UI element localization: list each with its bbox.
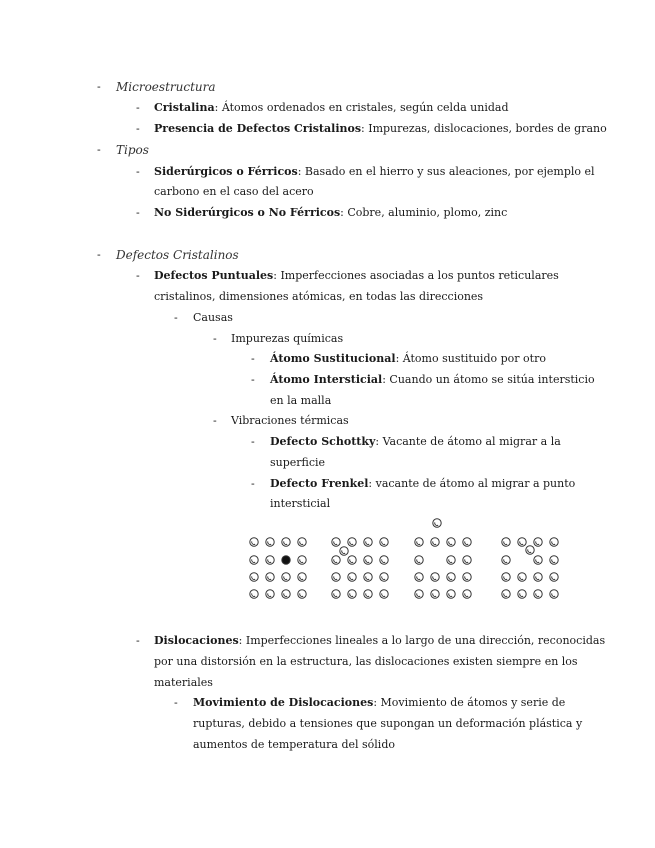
lattice-atom	[518, 538, 526, 546]
lattice-atom	[250, 573, 258, 581]
lattice-atom	[266, 538, 274, 546]
lattice-atom	[463, 556, 471, 564]
term-frenkel: Defecto Frenkel	[270, 477, 369, 490]
lattice-atom	[250, 556, 258, 564]
lattice-atom	[266, 590, 274, 598]
bullet-dash: -	[136, 165, 140, 178]
lattice-atom	[282, 538, 290, 546]
lattice-atom	[364, 538, 372, 546]
bullet-dash: -	[136, 122, 140, 135]
lattice-atom	[415, 538, 423, 546]
desc-sustitucional: : Átomo sustituido por otro	[395, 352, 546, 365]
lattice-atom	[250, 538, 258, 546]
lattice-atom	[380, 590, 388, 598]
heading-defectos-cristalinos: Defectos Cristalinos	[116, 248, 239, 262]
lattice-atom	[534, 590, 542, 598]
lattice-atom	[332, 538, 340, 546]
term-siderurgicos: Siderúrgicos o Férricos	[154, 165, 298, 178]
lattice-atom	[298, 590, 306, 598]
bullet-dash: -	[251, 352, 255, 365]
lattice-atom	[364, 590, 372, 598]
lattice-atom	[332, 573, 340, 581]
frenkel-interstitial-atom	[526, 546, 534, 554]
bullet-dash: -	[136, 101, 140, 114]
desc-presencia: : Impurezas, dislocaciones, bordes de grano	[361, 122, 607, 135]
term-sustitucional: Átomo Sustitucional	[270, 352, 396, 365]
lattice-atom	[534, 556, 542, 564]
lattice-atom	[266, 556, 274, 564]
lattice-atom	[332, 556, 340, 564]
bullet-dash: -	[136, 206, 140, 219]
bullet-dash: -	[213, 332, 217, 345]
lattice-atom	[282, 573, 290, 581]
lattice-atom	[502, 590, 510, 598]
lattice-atom	[364, 573, 372, 581]
bullet-dash: -	[174, 696, 178, 709]
lattice-atom	[380, 573, 388, 581]
lattice-atom	[364, 556, 372, 564]
cont-schottky: superficie	[270, 456, 326, 469]
lattice-atom	[348, 573, 356, 581]
lattice-atom	[447, 590, 455, 598]
substitutional-atom	[282, 556, 290, 564]
lattice-atom	[431, 590, 439, 598]
desc-no-siderurgicos: : Cobre, aluminio, plomo, zinc	[340, 206, 508, 219]
lattice-atom	[534, 573, 542, 581]
bullet-dash: -	[97, 248, 101, 261]
cont-dislocaciones-1: por una distorsión en la estructura, las dislocaciones existen siempre en los	[154, 655, 578, 668]
term-cristalina: Cristalina	[154, 101, 215, 114]
lattice-atom	[298, 556, 306, 564]
term-presencia: Presencia de Defectos Cristalinos	[154, 122, 362, 135]
bullet-dash: -	[251, 435, 255, 448]
item-dislocaciones	[154, 634, 605, 648]
cont-frenkel: intersticial	[270, 497, 331, 510]
heading-tipos: Tipos	[116, 143, 149, 157]
lattice-atom	[518, 590, 526, 598]
lattice-atom	[348, 556, 356, 564]
lattice-atom	[447, 573, 455, 581]
term-puntuales: Defectos Puntuales	[154, 269, 274, 282]
lattice-atom	[502, 573, 510, 581]
lattice-atom	[518, 573, 526, 581]
bullet-dash: -	[97, 143, 101, 156]
item-movimiento-dislocaciones	[193, 696, 565, 710]
cont-puntuales: cristalinos, dimensiones atómicas, en todas las direcciones	[154, 290, 484, 303]
cont-siderurgicos: carbono en el caso del acero	[154, 185, 314, 198]
lattice-atom	[463, 573, 471, 581]
bullet-dash: -	[251, 477, 255, 490]
desc-movimiento: : Movimiento de átomos y serie de	[373, 696, 566, 709]
desc-siderurgicos: : Basado en el hierro y sus aleaciones, por ejemplo el	[297, 165, 595, 178]
lattice-atom	[550, 556, 558, 564]
desc-dislocaciones: : Imperfecciones lineales a lo largo de una dirección, reconocidas	[238, 634, 606, 647]
lattice-atom	[250, 590, 258, 598]
bullet-dash: -	[213, 414, 217, 427]
lattice-atom	[266, 573, 274, 581]
desc-intersticial: : Cuando un átomo se sitúa intersticio	[382, 373, 595, 386]
bullet-dash: -	[251, 373, 255, 386]
lattice-atom	[550, 590, 558, 598]
heading-microestructura: Microestructura	[116, 80, 216, 94]
lattice-atom	[415, 590, 423, 598]
term-schottky: Defecto Schottky	[270, 435, 376, 448]
lattice-atom	[431, 538, 439, 546]
lattice-atom	[431, 573, 439, 581]
term-movimiento: Movimiento de Dislocaciones	[193, 696, 374, 709]
lattice-atom	[463, 538, 471, 546]
cont-movimiento-2: aumentos de temperatura del sólido	[193, 738, 395, 751]
lattice-atom	[550, 538, 558, 546]
lattice-atom	[447, 556, 455, 564]
lattice-atom	[415, 573, 423, 581]
desc-schottky: : Vacante de átomo al migrar a la	[375, 435, 561, 448]
lattice-atom	[282, 590, 290, 598]
lattice-atom	[380, 556, 388, 564]
bullet-dash: -	[97, 80, 101, 93]
lattice-atom	[502, 556, 510, 564]
cont-movimiento-1: rupturas, debido a tensiones que supongan un deformación plástica y	[193, 717, 583, 730]
item-impurezas-quimicas: Impurezas químicas	[231, 332, 344, 345]
cont-intersticial: en la malla	[270, 394, 332, 407]
desc-cristalina: : Átomos ordenados en cristales, según celda unidad	[214, 101, 509, 114]
surface-atom	[433, 519, 441, 527]
lattice-atom	[447, 538, 455, 546]
lattice-atom	[415, 556, 423, 564]
interstitial-atom	[340, 547, 348, 555]
lattice-atom	[502, 538, 510, 546]
lattice-atom	[550, 573, 558, 581]
bullet-dash: -	[136, 634, 140, 647]
lattice-atom	[298, 573, 306, 581]
term-no-siderurgicos: No Siderúrgicos o No Férricos	[154, 206, 341, 219]
lattice-atom	[463, 590, 471, 598]
lattice-atom	[348, 590, 356, 598]
bullet-dash: -	[174, 311, 178, 324]
item-causas: Causas	[193, 311, 233, 324]
lattice-atom	[332, 590, 340, 598]
lattice-atom	[380, 538, 388, 546]
bullet-dash: -	[136, 269, 140, 282]
cont-dislocaciones-2: materiales	[154, 676, 213, 689]
desc-frenkel: : vacante de átomo al migrar a punto	[368, 477, 576, 490]
term-dislocaciones: Dislocaciones	[154, 634, 239, 647]
desc-puntuales: : Imperfecciones asociadas a los puntos reticulares	[273, 269, 559, 282]
lattice-atom	[348, 538, 356, 546]
term-intersticial: Átomo Intersticial	[270, 373, 383, 386]
item-vibraciones-termicas: Vibraciones térmicas	[231, 414, 349, 427]
lattice-atom	[298, 538, 306, 546]
lattice-atom	[534, 538, 542, 546]
